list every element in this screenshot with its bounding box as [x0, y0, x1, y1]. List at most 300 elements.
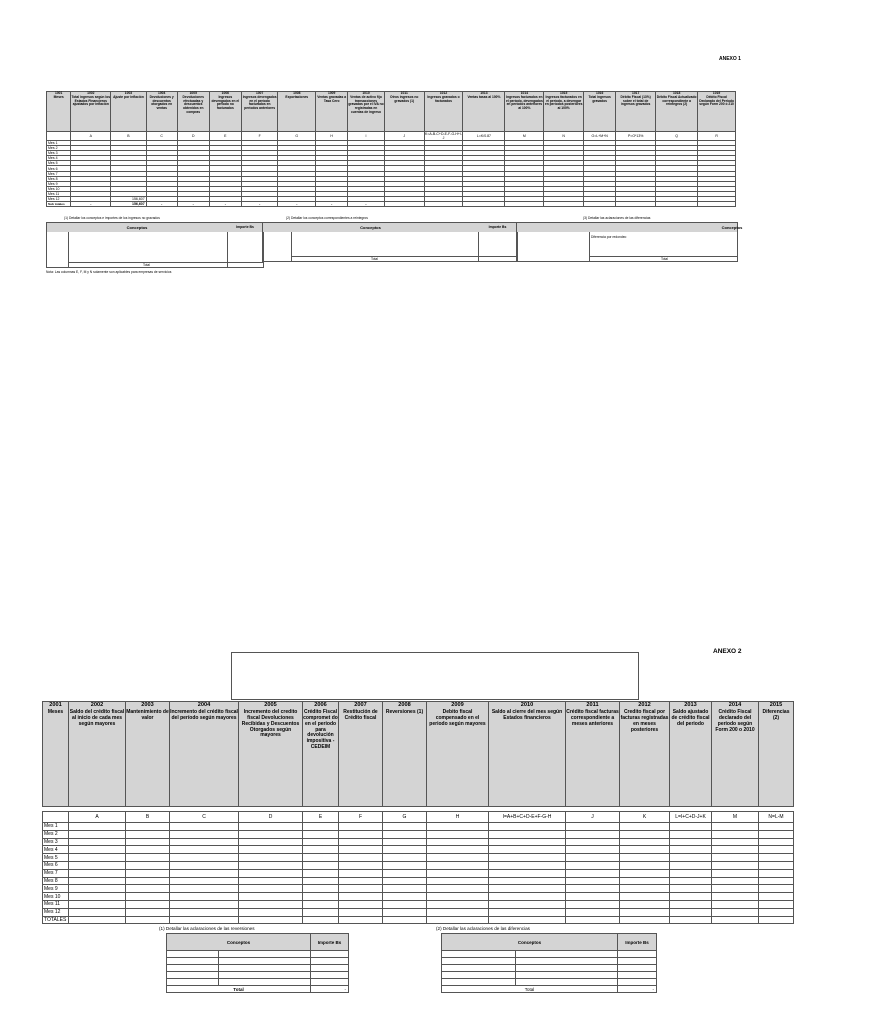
table-cell: [383, 830, 427, 838]
col-code: 2006: [314, 702, 327, 708]
table-cell: [759, 900, 794, 908]
col-title: Restitución de Crédito fiscal: [343, 709, 378, 722]
col-title: Meses: [53, 94, 64, 99]
col-letter: N: [544, 132, 584, 141]
anexo1-col-header: [698, 92, 736, 132]
col-title: Saldo ajustado de crédito fiscal del periodo: [671, 709, 710, 727]
col-code: 1013: [480, 91, 488, 95]
col-code: 1003: [124, 91, 133, 95]
table-cell: [383, 838, 427, 846]
anexo1-col-header: [348, 92, 385, 132]
table-row: [43, 861, 794, 869]
table-cell: [712, 893, 759, 901]
anexo2-col-header: [759, 702, 794, 807]
table-cell: [383, 908, 427, 916]
table-cell: [670, 838, 712, 846]
col-letter: K: [620, 812, 670, 823]
table-cell: [620, 823, 670, 831]
totals-dash: -: [241, 202, 278, 207]
col-letter: E: [303, 812, 339, 823]
table-cell: [489, 838, 566, 846]
table-cell: [303, 893, 339, 901]
table-cell: [303, 916, 339, 924]
det2a-importe: Importe Bs: [311, 934, 349, 951]
col-title: Exportaciones: [285, 94, 309, 99]
table-cell: [670, 861, 712, 869]
table-cell: [620, 830, 670, 838]
table-cell: [759, 893, 794, 901]
month-label: Mes 12: [43, 908, 69, 916]
table-cell: [239, 877, 303, 885]
anexo2-title-box: [231, 652, 639, 700]
table-cell: [69, 877, 126, 885]
col-code: 2001: [49, 702, 62, 708]
table-cell: [383, 846, 427, 854]
det2b-conceptos: Conceptos: [442, 934, 618, 951]
col-letter: M: [505, 132, 544, 141]
table-cell: [239, 869, 303, 877]
table-cell: [126, 861, 170, 869]
col-title: Ingresos devengados en el período no facturados: [211, 94, 240, 111]
col-letter: J: [566, 812, 620, 823]
totals-label: Sub totales: [47, 202, 71, 207]
col-title: Reversiones (1): [385, 709, 424, 716]
table-cell: [384, 202, 424, 207]
table-cell: [566, 861, 620, 869]
table-cell: [620, 908, 670, 916]
table-cell: [69, 908, 126, 916]
table-cell: [427, 830, 489, 838]
table-row: [43, 854, 794, 862]
col-letter: F: [339, 812, 383, 823]
col-letter: D: [239, 812, 303, 823]
table-cell: [670, 854, 712, 862]
table-cell: [712, 900, 759, 908]
table-cell: [427, 916, 489, 924]
col-title: Ingresos facturados en el período, a devengar en períodos posteriores al 100%: [544, 94, 583, 111]
col-code: 1007: [256, 91, 264, 95]
table-cell: [239, 838, 303, 846]
anexo1-detail-ingresos: [46, 222, 264, 268]
anexo1-col-header: [177, 92, 209, 132]
table-cell: [170, 869, 239, 877]
anexo1-detail-diferencias: [516, 222, 743, 262]
table-cell: [489, 846, 566, 854]
anexo1-col-header: [47, 92, 71, 132]
col-letter: L=K/0.87: [463, 132, 505, 141]
col-code: 1015: [560, 91, 568, 95]
table-cell: [620, 877, 670, 885]
table-cell: [656, 202, 698, 207]
table-cell: [489, 900, 566, 908]
anexo2-col-header: [670, 702, 712, 807]
anexo1-col-header: [656, 92, 698, 132]
table-cell: [239, 846, 303, 854]
col-title: Débito Fiscal (13%) sobre el total de ingresos gravados: [620, 94, 651, 107]
col-letter: B: [126, 812, 170, 823]
table-cell: [427, 900, 489, 908]
table-cell: [239, 885, 303, 893]
table-cell: [620, 861, 670, 869]
table-cell: [489, 823, 566, 831]
table-cell: [239, 908, 303, 916]
table-cell: [427, 869, 489, 877]
table-cell: [712, 869, 759, 877]
table-cell: [383, 893, 427, 901]
anexo2-label: ANEXO 2: [713, 648, 742, 655]
anexo1-label: ANEXO 1: [719, 56, 741, 62]
table-cell: [427, 885, 489, 893]
table-cell: [620, 846, 670, 854]
col-code: 1016: [596, 91, 604, 95]
table-cell: [670, 877, 712, 885]
month-label: Mes 12: [47, 197, 71, 202]
table-cell: [170, 846, 239, 854]
detail2-conceptos-header: Conceptos: [360, 225, 381, 230]
table-cell: [566, 823, 620, 831]
table-cell: [126, 877, 170, 885]
anexo2-col-header: [126, 702, 170, 807]
table-cell: [69, 869, 126, 877]
det2b-importe: Importe Bs: [618, 934, 657, 951]
table-cell: [239, 854, 303, 862]
anexo2-col-header: [620, 702, 670, 807]
table-cell: [759, 908, 794, 916]
totals-dash: -: [316, 202, 348, 207]
table-cell: [383, 823, 427, 831]
col-code: 1011: [400, 91, 408, 95]
table-row: [43, 830, 794, 838]
anexo1-col-header: [71, 92, 111, 132]
table-cell: [126, 830, 170, 838]
table-cell: [489, 854, 566, 862]
col-letter: M: [712, 812, 759, 823]
table-cell: [303, 885, 339, 893]
col-title: Débito Fiscal Declarado del Periodo según Form 200 ó 210: [699, 94, 734, 107]
table-cell: [620, 893, 670, 901]
anexo1-table: [46, 91, 736, 207]
table-cell: [126, 900, 170, 908]
table-cell: [670, 846, 712, 854]
col-title: Ventas de activo fijo transacciones gravadas por el IVA no registradas en cuentas de ingreso: [348, 94, 384, 114]
table-cell: [339, 900, 383, 908]
anexo2-col-header: [69, 702, 126, 807]
table-cell: [759, 916, 794, 924]
table-cell: [620, 916, 670, 924]
col-code: 1005: [189, 91, 197, 95]
table-cell: [670, 916, 712, 924]
col-code: 1019: [712, 91, 721, 95]
table-cell: [712, 830, 759, 838]
month-label: Mes 10: [47, 186, 71, 191]
col-title: Ventas tasas al 100%: [467, 94, 501, 99]
col-title: Diferencias (2): [762, 709, 790, 722]
table-cell: [339, 893, 383, 901]
anexo2-note-1: (1) Detallar las aclaraciones de las reversiones: [159, 926, 255, 931]
table-cell: [239, 900, 303, 908]
table-cell: [620, 838, 670, 846]
anexo2-note-2: (2) Detallar las aclaraciones de las diferencias: [436, 926, 530, 931]
table-cell: [383, 885, 427, 893]
col-code: 2003: [141, 702, 154, 708]
table-cell: [69, 885, 126, 893]
col-letter: I=A+B+C+D-E+F-G-H: [489, 812, 566, 823]
table-cell: [759, 861, 794, 869]
table-cell: [69, 861, 126, 869]
table-row: [43, 885, 794, 893]
table-cell: [339, 830, 383, 838]
col-title: Ventas gravadas a Tasa Cero: [317, 94, 347, 103]
col-title: Devoluciones efectuadas y descuentos obtenidos en compras: [182, 94, 204, 114]
table-cell: [427, 908, 489, 916]
col-title: Crédito Fiscal compromet do en el periodo para devolución impositiva -CEDEIM: [303, 709, 338, 750]
col-letter: Q: [656, 132, 698, 141]
table-cell: [69, 900, 126, 908]
table-cell: [126, 908, 170, 916]
table-cell: [303, 830, 339, 838]
col-code: 1009: [327, 91, 336, 95]
col-letter: G: [383, 812, 427, 823]
month-label: Mes 1: [47, 141, 71, 146]
table-cell: [339, 877, 383, 885]
col-title: Debito fiscal compensado en el periodo según mayores: [429, 709, 486, 727]
month-label: Mes 3: [43, 838, 69, 846]
col-letter: O=L+M+N: [584, 132, 616, 141]
col-letter: H: [427, 812, 489, 823]
table-cell: [620, 869, 670, 877]
month-label: Mes 7: [43, 869, 69, 877]
table-cell: [126, 838, 170, 846]
table-cell: [489, 830, 566, 838]
cell-value: 156,607: [111, 197, 146, 202]
table-cell: [759, 877, 794, 885]
table-cell: [383, 869, 427, 877]
col-code: 2012: [638, 702, 651, 708]
totals-dash: -: [278, 202, 316, 207]
col-title: Otros ingresos no gravados (1): [390, 94, 419, 103]
col-letter: L=I+C+D-J+K: [670, 812, 712, 823]
totals-dash: -: [209, 202, 241, 207]
table-cell: [712, 838, 759, 846]
col-title: Ajuste por inflación: [113, 94, 144, 99]
col-code: 2011: [586, 702, 599, 708]
col-code: 2013: [684, 702, 697, 708]
col-letter: P=O*13%: [616, 132, 656, 141]
col-title: Incremento del credito fiscal Devoluciones Recibidas y Descuentos Otorgados según mayores: [241, 709, 300, 739]
month-label: Mes 1: [43, 823, 69, 831]
table-cell: [69, 823, 126, 831]
col-code: 2014: [728, 702, 742, 708]
table-cell: [427, 838, 489, 846]
table-cell: [339, 869, 383, 877]
detail2-total-label: Total: [371, 257, 378, 261]
table-cell: [69, 893, 126, 901]
anexo2-col-header: [339, 702, 383, 807]
table-cell: [427, 861, 489, 869]
table-row: [43, 823, 794, 831]
anexo1-col-header: [384, 92, 424, 132]
month-label: Mes 11: [47, 191, 71, 196]
table-cell: [69, 854, 126, 862]
table-cell: [566, 916, 620, 924]
detail3-diferencia: Diferencia por redondeo: [591, 235, 627, 239]
table-cell: [620, 854, 670, 862]
det2b-total-value: -: [618, 986, 657, 993]
table-cell: [303, 869, 339, 877]
table-cell: [712, 908, 759, 916]
col-code: 1008: [293, 91, 301, 95]
table-cell: [427, 877, 489, 885]
table-cell: [303, 823, 339, 831]
col-title: Ingresos devengados en el período facturados en períodos anteriores: [242, 94, 277, 111]
detail3-conceptos-header: Conceptos: [721, 225, 743, 230]
table-cell: [566, 877, 620, 885]
table-cell: [759, 846, 794, 854]
anexo1-col-header: [463, 92, 505, 132]
col-letter: E: [209, 132, 241, 141]
col-title: Ingresos gravados o facturados: [427, 94, 460, 103]
anexo2-col-header: [239, 702, 303, 807]
anexo1-detail-reintegros: [262, 222, 518, 262]
col-code: 2015: [769, 702, 783, 708]
col-title: Ingresos facturados en el período, devengados en períodos anteriores al 100%: [505, 94, 543, 111]
table-cell: [170, 830, 239, 838]
anexo1-col-header: [424, 92, 463, 132]
table-cell: [489, 885, 566, 893]
table-cell: [383, 900, 427, 908]
table-cell: [427, 854, 489, 862]
col-letter: I: [348, 132, 385, 141]
table-row: [43, 893, 794, 901]
anexo2-detail-diferencias: [441, 933, 657, 993]
table-cell: [239, 823, 303, 831]
table-cell: [126, 885, 170, 893]
col-letter: N=L-M: [759, 812, 794, 823]
col-title: Total ingresos gravados: [588, 94, 611, 103]
anexo1-col-header: [616, 92, 656, 132]
col-letter: [47, 132, 71, 141]
totals-dash: -: [146, 202, 177, 207]
table-cell: [303, 877, 339, 885]
month-label: Mes 5: [47, 161, 71, 166]
totals-row: [47, 202, 736, 207]
anexo2-col-header: [489, 702, 566, 807]
table-cell: [339, 916, 383, 924]
col-code: 1017: [632, 91, 640, 95]
anexo2-detail-reversiones: [166, 933, 349, 993]
table-cell: [584, 202, 616, 207]
table-cell: [170, 908, 239, 916]
month-label: Mes 2: [43, 830, 69, 838]
detail-importe-header: Importe Bs: [236, 224, 254, 229]
anexo1-col-header: [241, 92, 278, 132]
table-cell: [170, 861, 239, 869]
col-letter: [43, 812, 69, 823]
det2a-total: Total: [167, 986, 311, 993]
table-cell: [126, 846, 170, 854]
col-letter: R: [698, 132, 736, 141]
table-cell: [489, 908, 566, 916]
col-letter: F: [241, 132, 278, 141]
table-cell: [759, 854, 794, 862]
table-cell: [566, 854, 620, 862]
table-cell: [489, 861, 566, 869]
month-label: Mes 9: [43, 885, 69, 893]
col-letter: H: [316, 132, 348, 141]
table-cell: [566, 846, 620, 854]
anexo1-col-header: [209, 92, 241, 132]
col-title: Incremento del crédito fiscal del período según mayores: [170, 709, 238, 722]
table-cell: [566, 893, 620, 901]
table-cell: [712, 861, 759, 869]
table-cell: [170, 900, 239, 908]
col-title: Saldo al cierre del mes según Estados financieros: [491, 709, 563, 722]
table-cell: [427, 893, 489, 901]
anexo1-col-header: [584, 92, 616, 132]
table-cell: [712, 823, 759, 831]
table-cell: [383, 916, 427, 924]
col-title: Crédito Fiscal declarado del periodo según Form 200 o 2010: [715, 709, 755, 733]
table-cell: [712, 877, 759, 885]
table-cell: [126, 893, 170, 901]
table-cell: [303, 908, 339, 916]
table-cell: [670, 908, 712, 916]
col-code: 2008: [398, 702, 411, 708]
table-cell: [489, 893, 566, 901]
table-cell: [759, 869, 794, 877]
table-cell: [670, 893, 712, 901]
table-row: [43, 877, 794, 885]
table-row: [43, 908, 794, 916]
table-cell: [239, 861, 303, 869]
table-cell: [620, 885, 670, 893]
anexo2-col-header: [383, 702, 427, 807]
table-cell: [170, 885, 239, 893]
table-cell: [712, 854, 759, 862]
anexo2-col-header: [427, 702, 489, 807]
table-cell: [126, 916, 170, 924]
col-code: 2010: [520, 702, 534, 708]
table-cell: [126, 869, 170, 877]
col-code: 2005: [264, 702, 277, 708]
month-label: Mes 9: [47, 181, 71, 186]
table-cell: [670, 869, 712, 877]
table-row: [43, 838, 794, 846]
totals-label: TOTALES: [43, 916, 69, 924]
table-cell: [424, 202, 463, 207]
col-letter: J: [384, 132, 424, 141]
month-label: Mes 11: [43, 900, 69, 908]
table-cell: [566, 830, 620, 838]
col-title: Saldo del crédito fiscal al inicio de cada mes según mayores: [69, 709, 125, 727]
detail3-total-label: Total: [661, 257, 668, 261]
table-cell: [239, 916, 303, 924]
table-cell: [303, 846, 339, 854]
month-label: Mes 3: [47, 151, 71, 156]
table-cell: [339, 908, 383, 916]
table-cell: [620, 900, 670, 908]
table-cell: [759, 823, 794, 831]
table-cell: [170, 823, 239, 831]
col-code: 2009: [451, 702, 464, 708]
table-cell: [303, 900, 339, 908]
col-code: 1014: [520, 91, 529, 95]
anexo1-note-3: (3) Detallar las aclaraciones de las diferencias: [583, 216, 651, 220]
table-cell: [670, 823, 712, 831]
col-title: Devoluciones y descuentos otorgados en ventas: [149, 94, 174, 111]
table-cell: [69, 838, 126, 846]
totals-dash: -: [71, 202, 111, 207]
